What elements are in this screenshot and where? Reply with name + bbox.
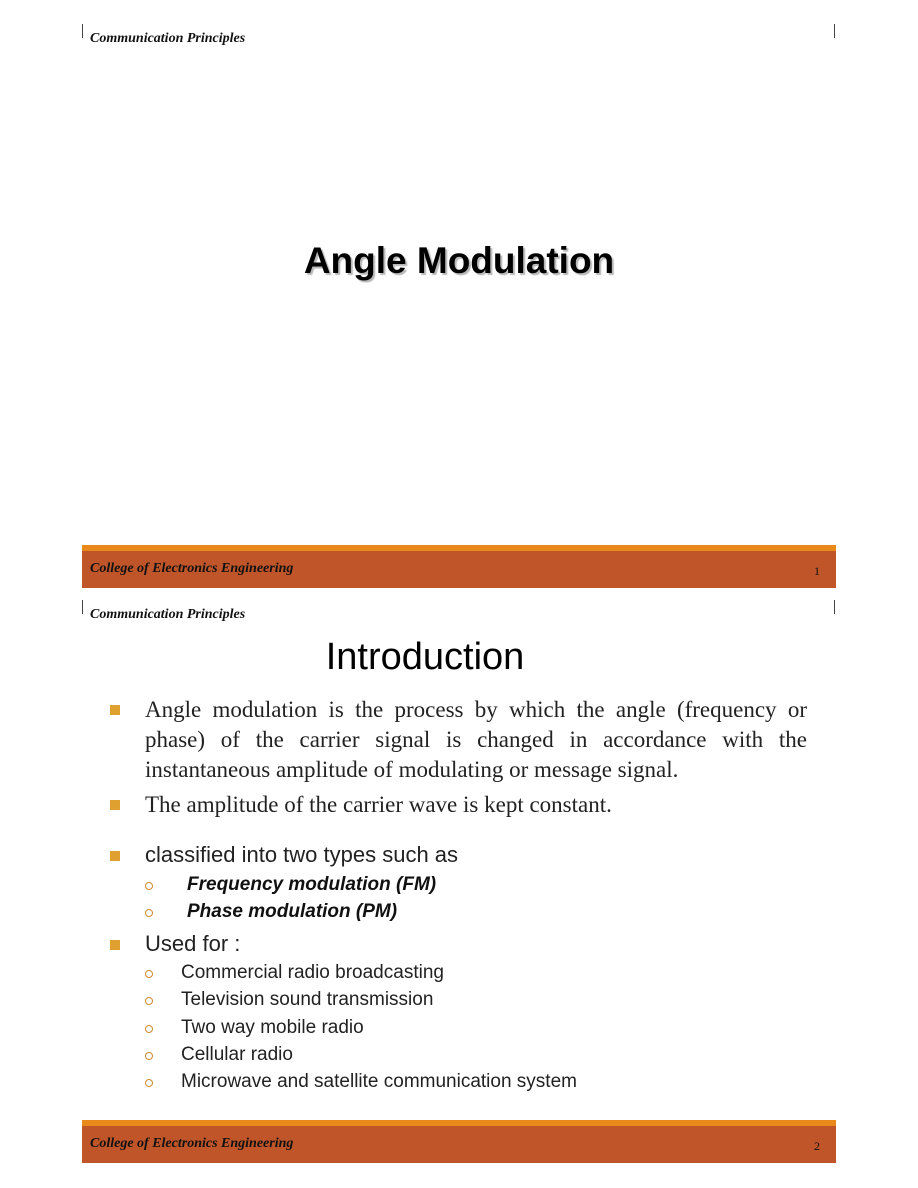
- sub-bullet-text: Commercial radio broadcasting: [181, 962, 444, 983]
- bullet-text: Used for :: [145, 931, 241, 956]
- sub-bullet-text: Two way mobile radio: [181, 1017, 364, 1038]
- bullet-text-line: Angle modulation is the process by which the angle (frequency or: [145, 697, 807, 722]
- sub-bullet-text: Cellular radio: [181, 1044, 293, 1065]
- bullet-square-icon: [110, 851, 120, 861]
- footer-bar: [82, 551, 836, 588]
- crop-mark-left: [82, 600, 83, 614]
- footer-college: College of Electronics Engineering: [90, 561, 294, 576]
- circle-bullet-icon: [145, 882, 153, 890]
- crop-mark-right: [834, 600, 835, 614]
- sub-bullet-text: Microwave and satellite communication system: [181, 1071, 577, 1092]
- bullet-text: The amplitude of the carrier wave is kept constant.: [145, 792, 612, 817]
- bullet-square-icon: [110, 940, 120, 950]
- bullet-text-line: instantaneous amplitude of modulating or message signal.: [145, 757, 679, 782]
- page-number: 1: [814, 564, 820, 578]
- bullet-square-icon: [110, 705, 120, 715]
- page-header: Communication Principles: [90, 607, 246, 622]
- circle-bullet-icon: [145, 997, 153, 1005]
- footer-college: College of Electronics Engineering: [90, 1136, 294, 1151]
- sub-bullet-text: Television sound transmission: [181, 989, 434, 1010]
- footer-bar: [82, 1126, 836, 1163]
- crop-mark-right: [834, 24, 835, 38]
- page-title: Introduction: [325, 636, 525, 678]
- page-number: 2: [814, 1139, 820, 1153]
- page-header: Communication Principles: [90, 31, 246, 46]
- circle-bullet-icon: [145, 1052, 153, 1060]
- circle-bullet-icon: [145, 970, 153, 978]
- bullet-square-icon: [110, 800, 120, 810]
- bullet-text-line: phase) of the carrier signal is changed in accordance with the: [145, 727, 807, 752]
- bullet-text: [145, 695, 807, 785]
- bullet-text: classified into two types such as: [145, 842, 459, 867]
- circle-bullet-icon: [145, 1079, 153, 1087]
- circle-bullet-icon: [145, 909, 153, 917]
- crop-mark-left: [82, 24, 83, 38]
- circle-bullet-icon: [145, 1025, 153, 1033]
- page-title: Angle Modulation: [303, 240, 615, 281]
- sub-bullet-text: Frequency modulation (FM): [187, 874, 437, 895]
- sub-bullet-text: Phase modulation (PM): [187, 901, 398, 922]
